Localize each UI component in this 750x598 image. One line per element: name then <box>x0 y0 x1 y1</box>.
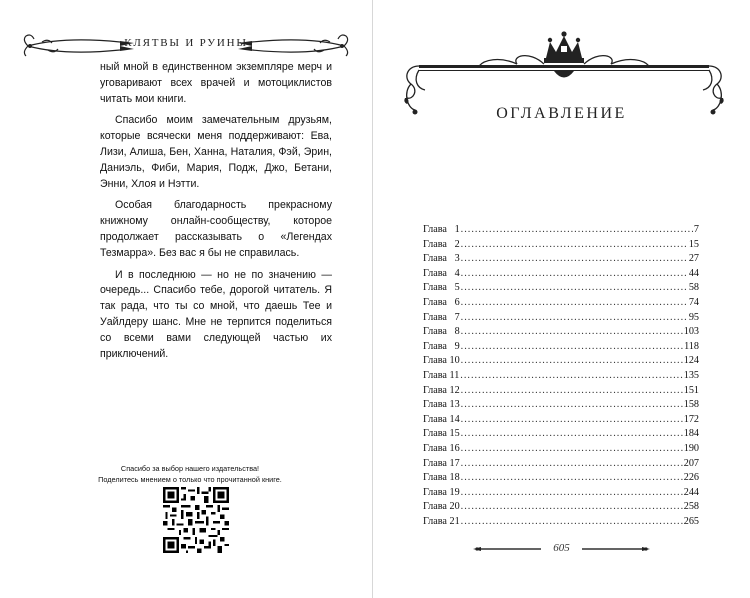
toc-leader-dots <box>461 340 683 355</box>
page-number: 605 <box>553 542 570 554</box>
toc-leader-dots <box>461 413 683 428</box>
toc-row[interactable] <box>423 281 699 296</box>
toc-chapter-label: Глава 12 <box>423 384 460 396</box>
toc-row[interactable] <box>423 223 699 238</box>
toc-page-number: 27 <box>688 253 699 265</box>
toc-page-number: 265 <box>683 515 699 527</box>
toc-leader-dots <box>461 427 683 442</box>
toc-chapter-label: Глава 3 <box>423 253 460 265</box>
toc-chapter-label: Глава 18 <box>423 472 460 484</box>
toc-page-number: 244 <box>683 486 699 498</box>
toc-page-number: 172 <box>683 413 699 425</box>
toc-row[interactable] <box>423 267 699 282</box>
toc-row[interactable] <box>423 515 699 530</box>
toc-row[interactable] <box>423 427 699 442</box>
table-of-contents <box>423 223 699 529</box>
toc-chapter-label: Глава 5 <box>423 282 460 294</box>
toc-row[interactable] <box>423 354 699 369</box>
toc-page-number: 103 <box>683 326 699 338</box>
toc-row[interactable] <box>423 252 699 267</box>
toc-row[interactable] <box>423 340 699 355</box>
toc-leader-dots <box>461 238 688 253</box>
toc-row[interactable] <box>423 442 699 457</box>
toc-row[interactable] <box>423 296 699 311</box>
toc-page-number: 95 <box>688 311 699 323</box>
toc-page-number: 118 <box>684 340 699 352</box>
toc-chapter-label: Глава 10 <box>423 355 460 367</box>
toc-page-number: 190 <box>683 442 699 454</box>
toc-chapter-label: Глава 9 <box>423 340 460 352</box>
toc-chapter-label: Глава 20 <box>423 501 460 513</box>
toc-chapter-label: Глава 21 <box>423 515 460 527</box>
toc-row[interactable] <box>423 325 699 340</box>
qr-code-icon[interactable] <box>163 487 229 553</box>
toc-row[interactable] <box>423 486 699 501</box>
toc-leader-dots <box>461 281 688 296</box>
toc-leader-dots <box>461 325 683 340</box>
toc-page-number: 184 <box>683 428 699 440</box>
toc-row[interactable] <box>423 311 699 326</box>
toc-chapter-label: Глава 14 <box>423 413 460 425</box>
toc-row[interactable] <box>423 398 699 413</box>
toc-row[interactable] <box>423 369 699 384</box>
toc-chapter-label: Глава 4 <box>423 267 460 279</box>
publisher-note-line: Спасибо за выбор нашего издательства! <box>120 464 260 473</box>
acknowledgements-text <box>100 60 332 368</box>
toc-page-number: 44 <box>688 267 699 279</box>
toc-leader-dots <box>461 515 683 530</box>
toc-leader-dots <box>460 369 682 384</box>
toc-chapter-label: Глава 11 <box>423 369 460 381</box>
toc-row[interactable] <box>423 471 699 486</box>
toc-page-number: 7 <box>693 224 699 235</box>
publisher-note-line: Поделитесь мнением о только что прочитанной книге. <box>98 474 282 484</box>
toc-row[interactable] <box>423 413 699 428</box>
toc-chapter-label: Глава 1 <box>423 224 460 235</box>
paragraph: Спасибо моим замечательным друзьям, которые всячески меня поддерживают: Ева, Лизи, Алиша, Бен, Ханна, Наталия, Фэй, Эрин, Даниэль, Фиби, Мария, Подж, Джо, Бетани, Энни, Хлоя и Нэтти. <box>100 114 332 190</box>
toc-page-number: 15 <box>688 238 699 250</box>
paragraph: И в последнюю — но не по значению — очередь... Спасибо тебе, дорогой читатель. Я так рада, что ты со мной, что даешь Тее и Уайлдеру шанс. Мне не терпится поделиться со всеми вами следующей частью их приключений. <box>100 268 332 360</box>
toc-leader-dots <box>461 223 693 238</box>
toc-row[interactable] <box>423 457 699 472</box>
toc-leader-dots <box>461 267 688 282</box>
toc-leader-dots <box>461 384 683 399</box>
toc-chapter-label: Глава 7 <box>423 311 460 323</box>
toc-chapter-label: Глава 19 <box>423 486 460 498</box>
toc-chapter-label: Глава 17 <box>423 457 460 469</box>
toc-leader-dots <box>461 296 688 311</box>
toc-chapter-label: Глава 6 <box>423 296 460 308</box>
page-number-footer <box>373 540 750 560</box>
toc-leader-dots <box>461 500 683 515</box>
toc-page-number: 58 <box>688 282 699 294</box>
right-page <box>373 0 750 598</box>
toc-chapter-label: Глава 16 <box>423 442 460 454</box>
toc-page-number: 74 <box>688 296 699 308</box>
paragraph: Особая благодарность прекрасному книжному онлайн-сообществу, которое продолжает рассказывать о «Легендах Тезмарра». Без вас я бы не справилась. <box>100 199 332 259</box>
toc-page-number: 135 <box>683 369 699 381</box>
toc-chapter-label: Глава 15 <box>423 428 460 440</box>
publisher-note <box>60 464 320 485</box>
toc-leader-dots <box>461 486 683 501</box>
toc-leader-dots <box>461 471 683 486</box>
toc-page-number: 151 <box>683 384 699 396</box>
toc-page-number: 258 <box>683 501 699 513</box>
toc-row[interactable] <box>423 500 699 515</box>
left-page <box>0 0 372 598</box>
toc-leader-dots <box>461 311 688 326</box>
toc-leader-dots <box>461 252 688 267</box>
toc-title: ОГЛАВЛЕНИЕ <box>496 105 627 122</box>
toc-chapter-label: Глава 8 <box>423 326 460 338</box>
toc-page-number: 207 <box>683 457 699 469</box>
toc-leader-dots <box>461 442 683 457</box>
toc-leader-dots <box>461 354 683 369</box>
running-head-title: КЛЯТВЫ И РУИНЫ <box>124 37 248 49</box>
toc-page-number: 158 <box>683 399 699 411</box>
toc-chapter-label: Глава 13 <box>423 399 460 411</box>
toc-chapter-label: Глава 2 <box>423 238 460 250</box>
running-head <box>0 32 372 58</box>
toc-page-number: 226 <box>683 472 699 484</box>
paragraph: ный мной в единственном экземпляре мерч и уговаривают всех врачей и мотоциклистов читать мои книги. <box>100 61 332 105</box>
toc-leader-dots <box>461 398 683 413</box>
toc-leader-dots <box>461 457 683 472</box>
toc-page-number: 124 <box>683 355 699 367</box>
toc-row[interactable] <box>423 238 699 253</box>
toc-row[interactable] <box>423 384 699 399</box>
